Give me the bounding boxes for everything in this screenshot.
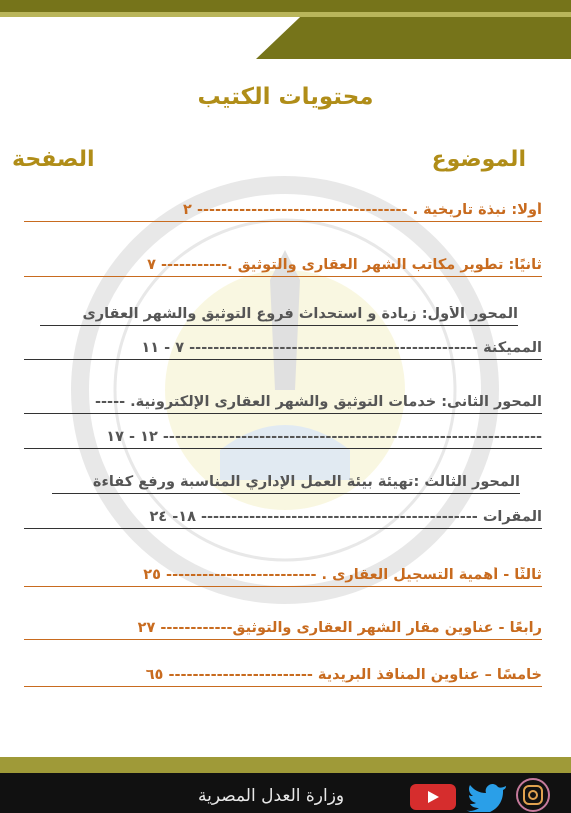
top-tab <box>256 17 571 59</box>
page-title: محتويات الكتيب <box>197 84 374 110</box>
toc-entry: المميكنة ------------------------------------------------ ٧ - ١١ <box>24 340 542 360</box>
toc-entry: المقرات ---------------------------------------------- ١٨- ٢٤ <box>24 509 542 529</box>
toc-entry: أولا: نبذة تاريخية . ----------------------------------- ٢ <box>24 202 542 222</box>
youtube-icon[interactable] <box>410 784 456 810</box>
instagram-icon[interactable] <box>514 777 552 813</box>
toc-entry: المحور الثانى: خدمات التوثيق والشهر العقارى الإلكترونية. ----- <box>24 394 542 414</box>
toc-entry: المحور الأول: زيادة و استحداث فروع التوثيق والشهر العقارى <box>40 306 518 326</box>
toc-entry: ثالثًا - أهمية التسجيل العقارى . ------------------------- ٢٥ <box>24 567 542 587</box>
toc-entry: رابعًا - عناوين مقار الشهر العقارى والتوثيق------------ ٢٧ <box>24 620 542 640</box>
ministry-name: وزارة العدل المصرية <box>198 786 345 806</box>
toc-entry: المحور الثالث :تهيئة بيئة العمل الإداري المناسبة ورفع كفاءة <box>52 474 520 494</box>
twitter-icon[interactable] <box>466 780 508 812</box>
page-header: الصفحة <box>12 147 95 172</box>
toc-entry: ثانيًا: تطوير مكاتب الشهر العقارى والتوثيق .----------- ٧ <box>24 257 542 277</box>
toc-entry: --------------------------------------------------------------- ١٢ - ١٧ <box>24 429 542 449</box>
topic-header: الموضوع <box>431 147 526 172</box>
seal-watermark-icon <box>70 160 500 620</box>
toc-entry: خامسًا – عناوين المنافذ البريدية ------------------------ ٦٥ <box>24 667 542 687</box>
top-band <box>0 0 571 12</box>
top-band-accent <box>0 12 571 17</box>
bottom-band <box>0 757 571 773</box>
